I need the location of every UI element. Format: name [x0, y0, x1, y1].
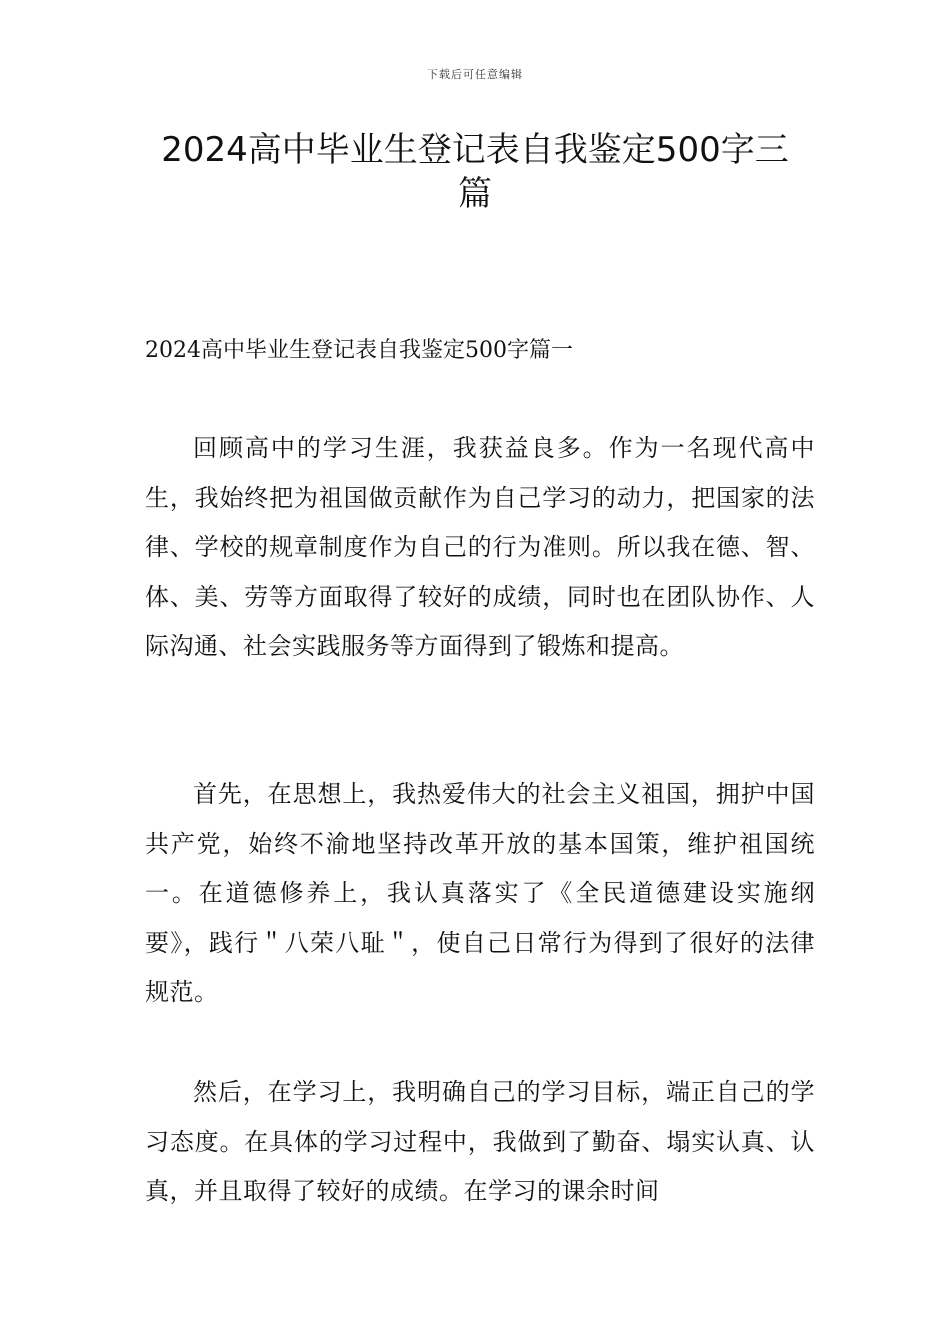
paragraph-3: 然后，在学习上，我明确自己的学习目标，端正自己的学习态度。在具体的学习过程中，我做到了勤奋、塌实认真、认真，并且取得了较好的成绩。在学习的课余时间: [145, 1078, 815, 1205]
document-title: 2024高中毕业生登记表自我鉴定500字三篇: [161, 130, 789, 214]
paragraph-2: 首先，在思想上，我热爱伟大的社会主义祖国，拥护中国共产党，始终不渝地坚持改革开放的基本国策，维护祖国统一。在道德修养上，我认真落实了《全民道德建设实施纲要》，践行＂八荣八耻＂，使自己日常行为得到了很好的法律规范。: [145, 780, 815, 1006]
paragraph-1: 回顾高中的学习生涯，我获益良多。作为一名现代高中生，我始终把为祖国做贡献作为自己学习的动力，把国家的法律、学校的规章制度作为自己的行为准则。所以我在德、智、体、美、劳等方面取得了较好的成绩，同时也在团队协作、人际沟通、社会实践服务等方面得到了锻炼和提高。: [145, 434, 815, 660]
section-title: 2024高中毕业生登记表自我鉴定500字篇一: [145, 338, 573, 363]
header-note: 下载后可任意编辑: [427, 68, 523, 81]
